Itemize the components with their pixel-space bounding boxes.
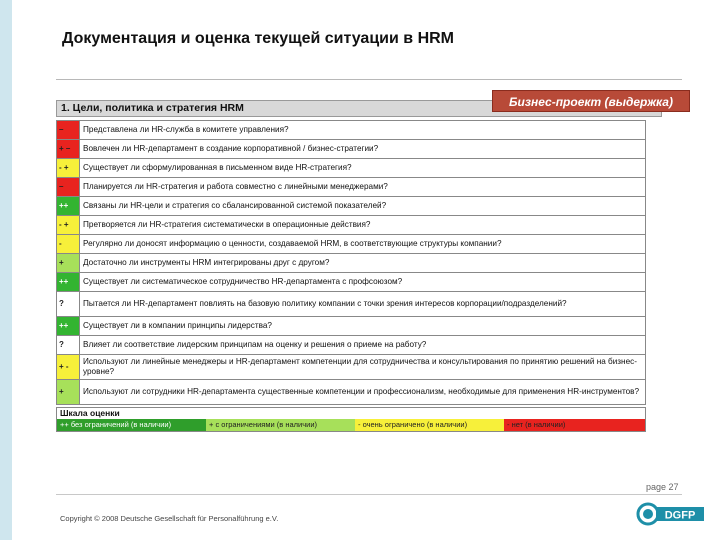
legend-item-none: - нет (в наличии): [504, 419, 645, 431]
legend-title: Шкала оценки: [57, 408, 645, 419]
score-cell: ++: [57, 317, 80, 336]
rating-scale-legend: [56, 407, 646, 432]
score-cell: - +: [57, 159, 80, 178]
table-row: [57, 159, 646, 178]
question-cell: Существует ли в компании принципы лидерства?: [80, 317, 646, 336]
legend-item-plus: + с ограничениями (в наличии): [206, 419, 355, 431]
table-row: [57, 380, 646, 405]
logo-dot-icon: [643, 509, 653, 519]
table-row: [57, 235, 646, 254]
table-row: [57, 121, 646, 140]
question-cell: Используют ли линейные менеджеры и HR-департамент компетенции для сотрудничества и консультирования по принятию решений на бизнес-уровне?: [80, 355, 646, 380]
question-cell: Пытается ли HR-департамент повлиять на базовую политику компании с точки зрения интересов корпорации/подразделений?: [80, 292, 646, 317]
question-cell: Используют ли сотрудники HR-департамента существенные компетенции и профессионализм, необходимые для применения HR-инструментов?: [80, 380, 646, 405]
table-row: [57, 140, 646, 159]
score-cell: ++: [57, 197, 80, 216]
table-row: [57, 336, 646, 355]
score-cell: + -: [57, 355, 80, 380]
score-cell: -: [57, 235, 80, 254]
score-cell: –: [57, 178, 80, 197]
logo-text: DGFP: [664, 509, 696, 522]
assessment-table: [56, 120, 646, 405]
table-row: [57, 292, 646, 317]
table-row: [57, 254, 646, 273]
title-divider: [56, 79, 682, 80]
legend-item-plus-plus: ++ без ограничений (в наличии): [57, 419, 206, 431]
page-number: page 27: [646, 482, 679, 492]
score-cell: +: [57, 254, 80, 273]
question-cell: Существует ли систематическое сотрудничество HR-департамента с профсоюзом?: [80, 273, 646, 292]
question-cell: Связаны ли HR-цели и стратегия со сбалансированной системой показателей?: [80, 197, 646, 216]
question-cell: Регулярно ли доносят информацию о ценности, создаваемой HRM, в соответствующие структуры компании?: [80, 235, 646, 254]
table-row: [57, 216, 646, 235]
left-accent-bar: [0, 0, 12, 540]
slide-title: Документация и оценка текущей ситуации в HRM: [62, 30, 454, 47]
copyright-text: Copyright © 2008 Deutsche Gesellschaft für Personalführung e.V.: [60, 514, 279, 523]
section-header: 1. Цели, политика и стратегия HRM: [56, 100, 662, 117]
legend-item-minus: - очень ограничено (в наличии): [355, 419, 504, 431]
table-row: [57, 178, 646, 197]
project-badge: Бизнес-проект (выдержка): [492, 90, 690, 112]
score-cell: ?: [57, 336, 80, 355]
table-row: [57, 273, 646, 292]
table-row: [57, 197, 646, 216]
score-cell: –: [57, 121, 80, 140]
question-cell: Представлена ли HR-служба в комитете управления?: [80, 121, 646, 140]
score-cell: ++: [57, 273, 80, 292]
question-cell: Существует ли сформулированная в письменном виде HR-стратегия?: [80, 159, 646, 178]
table-row: [57, 355, 646, 380]
footer-divider: [56, 494, 682, 495]
score-cell: ?: [57, 292, 80, 317]
question-cell: Влияет ли соответствие лидерским принципам на оценку и решения о приеме на работу?: [80, 336, 646, 355]
dgfp-logo: [636, 500, 706, 528]
score-cell: + –: [57, 140, 80, 159]
score-cell: - +: [57, 216, 80, 235]
question-cell: Планируется ли HR-стратегия и работа совместно с линейными менеджерами?: [80, 178, 646, 197]
question-cell: Вовлечен ли HR-департамент в создание корпоративной / бизнес-стратегии?: [80, 140, 646, 159]
score-cell: +: [57, 380, 80, 405]
question-cell: Претворяется ли HR-стратегия систематически в операционные действия?: [80, 216, 646, 235]
question-cell: Достаточно ли инструменты HRM интегрированы друг с другом?: [80, 254, 646, 273]
table-row: [57, 317, 646, 336]
